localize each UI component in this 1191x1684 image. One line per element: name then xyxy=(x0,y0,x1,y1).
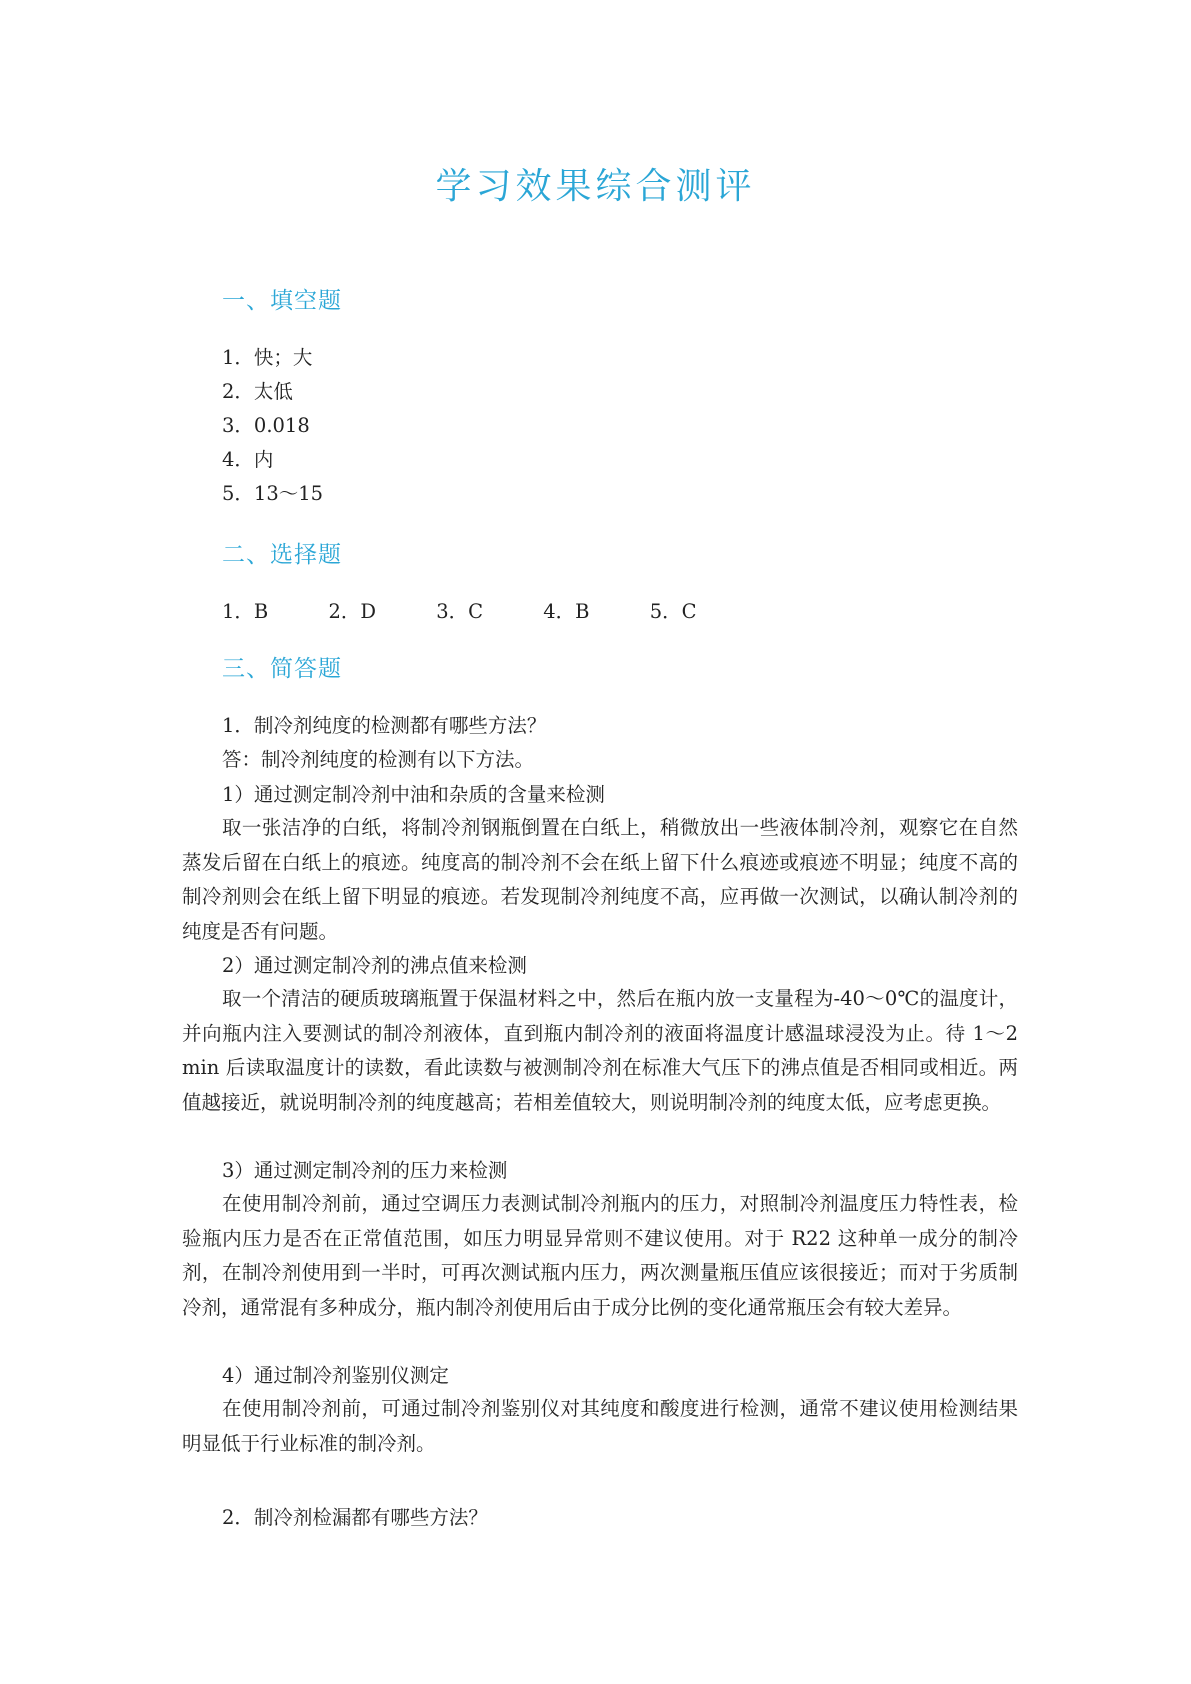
method-2-title: 2）通过测定制冷剂的沸点值来检测 xyxy=(222,954,527,977)
choice-answer-1: 1．B xyxy=(222,600,269,623)
method-1-title: 1）通过测定制冷剂中油和杂质的含量来检测 xyxy=(222,783,605,806)
fill-answer-4: 4．内 xyxy=(222,448,274,471)
method-2-body: 取一个清洁的硬质玻璃瓶置于保温材料之中，然后在瓶内放一支量程为-40～0℃的温度计，并向瓶内注入要测试的制冷剂液体，直到瓶内制冷剂的液面将温度计感温球浸没为止。待 1～2 min 后读取温度计的读数，看此读数与被测制冷剂在标准大气压下的沸点值是否相同或相近。两值越接近，就说明制冷剂的纯度越高；若相差值较大，则说明制冷剂的纯度太低，应考虑更换。 xyxy=(182,987,1018,1114)
method-4-body: 在使用制冷剂前，可通过制冷剂鉴别仪对其纯度和酸度进行检测，通常不建议使用检测结果明显低于行业标准的制冷剂。 xyxy=(182,1397,1018,1455)
section-heading-short: 三、简答题 xyxy=(222,656,342,682)
fill-answer-3: 3．0.018 xyxy=(222,414,310,437)
method-1-body: 取一张洁净的白纸，将制冷剂钢瓶倒置在白纸上，稍微放出一些液体制冷剂，观察它在自然蒸发后留在白纸上的痕迹。纯度高的制冷剂不会在纸上留下什么痕迹或痕迹不明显；纯度不高的制冷剂则会在纸上留下明显的痕迹。若发现制冷剂纯度不高，应再做一次测试，以确认制冷剂的纯度是否有问题。 xyxy=(182,816,1018,943)
method-3-body: 在使用制冷剂前，通过空调压力表测试制冷剂瓶内的压力，对照制冷剂温度压力特性表，检验瓶内压力是否在正常值范围，如压力明显异常则不建议使用。对于 R22 这种单一成分的制冷剂，在制冷剂使用到一半时，可再次测试瓶内压力，两次测量瓶压值应该很接近；而对于劣质制冷剂，通常混有多种成分，瓶内制冷剂使用后由于成分比例的变化通常瓶压会有较大差异。 xyxy=(182,1192,1018,1319)
choice-answers xyxy=(222,596,751,624)
choice-answer-2: 2．D xyxy=(328,600,376,623)
answer-1-intro: 答：制冷剂纯度的检测有以下方法。 xyxy=(222,748,535,771)
question-2: 2．制冷剂检漏都有哪些方法？ xyxy=(222,1506,488,1529)
fill-answer-5: 5．13～15 xyxy=(222,482,324,505)
fill-answer-2: 2．太低 xyxy=(222,380,293,403)
choice-answer-3: 3．C xyxy=(436,600,484,623)
question-1: 1．制冷剂纯度的检测都有哪些方法？ xyxy=(222,714,547,737)
choice-answer-5: 5．C xyxy=(649,600,697,623)
method-4-title: 4）通过制冷剂鉴别仪测定 xyxy=(222,1364,449,1387)
section-heading-fill: 一、填空题 xyxy=(222,288,342,314)
choice-answer-4: 4．B xyxy=(543,600,590,623)
fill-answer-1: 1．快；大 xyxy=(222,346,313,369)
method-3-title: 3）通过测定制冷剂的压力来检测 xyxy=(222,1159,508,1182)
section-heading-choice: 二、选择题 xyxy=(222,542,342,568)
page-title: 学习效果综合测评 xyxy=(435,166,756,207)
